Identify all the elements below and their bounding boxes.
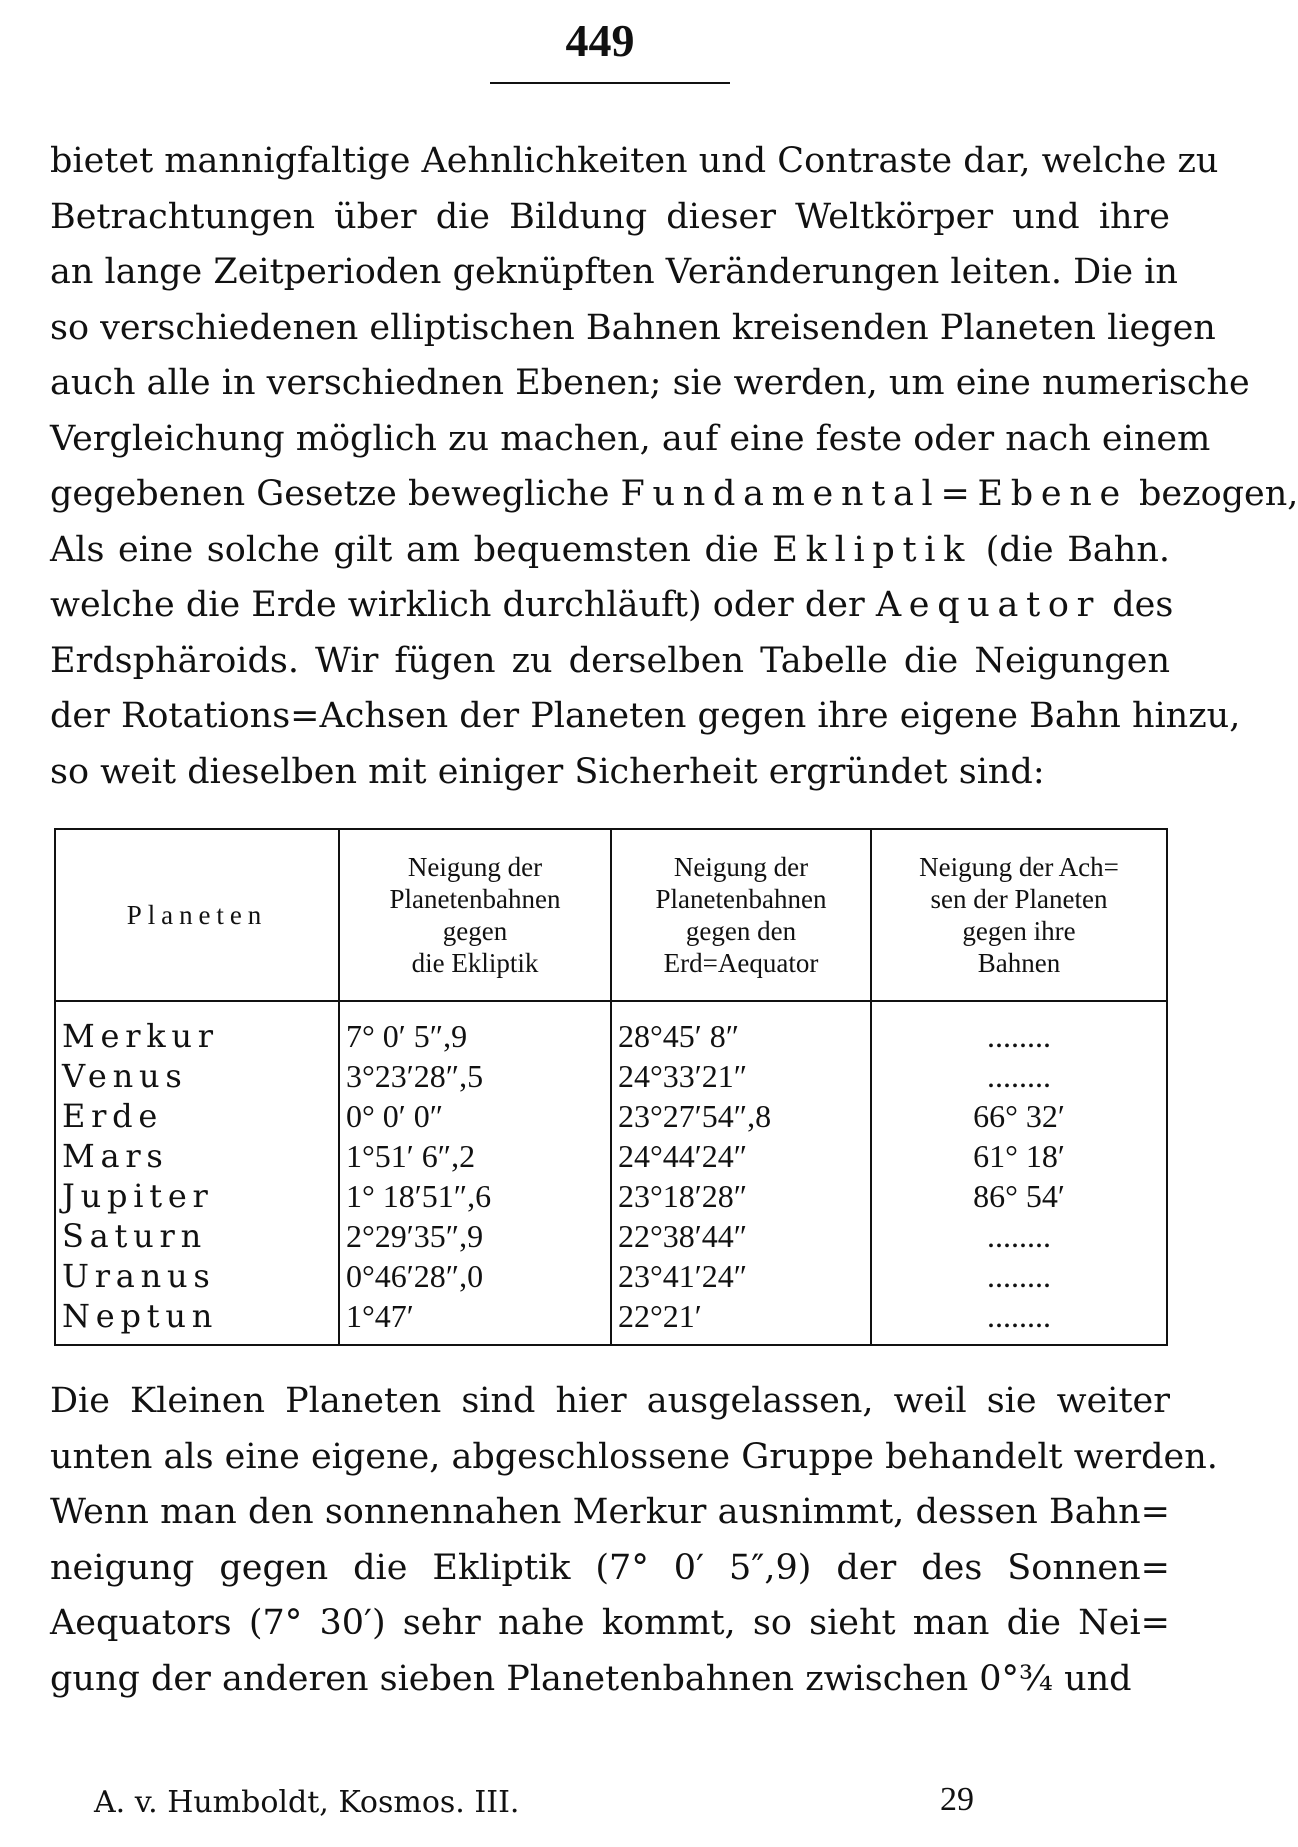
ecliptic-value: 0° 0′ 0″	[339, 1096, 611, 1136]
text-line	[50, 467, 1298, 523]
equator-value: 23°18′28″	[611, 1176, 871, 1216]
text-segment: Als eine solche gilt am bequemsten die	[50, 529, 773, 570]
text-line	[50, 1374, 1170, 1430]
header-line: Planetenbahnen	[389, 884, 561, 914]
axis-value: 86° 54′	[871, 1176, 1167, 1216]
header-line: Erd=Aequator	[663, 948, 819, 978]
text-line	[50, 134, 1219, 190]
equator-value: 23°41′24″	[611, 1256, 871, 1296]
text-segment: unten als eine eigene, abgeschlossene Gruppe behandelt werden.	[50, 1436, 1218, 1477]
text-segment: Vergleichung möglich zu machen, auf eine feste oder nach einem	[50, 418, 1211, 459]
text-segment: Wenn man den sonnennahen Merkur ausnimmt, dessen Bahn=	[50, 1492, 1170, 1532]
header-line: gegen ihre	[962, 916, 1076, 946]
text-line	[50, 578, 1174, 634]
planet-name: Erde	[55, 1096, 339, 1136]
text-segment: des	[1101, 585, 1174, 625]
equator-value: 23°27′54″,8	[611, 1096, 871, 1136]
spaced-term: Fundamental=Ebene	[620, 474, 1128, 514]
text-line	[50, 1652, 1170, 1708]
planet-inclination-table	[54, 828, 1168, 1346]
text-segment: so weit dieselben mit einiger Sicherheit ergründet sind:	[50, 751, 1045, 792]
planet-name: Jupiter	[55, 1176, 339, 1216]
text-line	[50, 1485, 1170, 1541]
text-line	[50, 412, 1211, 468]
text-segment: bietet mannigfaltige Aehnlichkeiten und Contraste dar, welche zu	[50, 141, 1219, 181]
table-header-row	[55, 829, 1167, 1001]
planet-name: Neptun	[55, 1296, 339, 1345]
text-line	[50, 745, 1170, 801]
axis-value: ........	[871, 1256, 1167, 1296]
text-line	[50, 1430, 1218, 1486]
text-line	[50, 634, 1170, 690]
table-row	[55, 1096, 1167, 1136]
header-line: Neigung der	[407, 852, 543, 882]
axis-value: 61° 18′	[871, 1136, 1167, 1176]
text-line	[50, 245, 1178, 301]
ecliptic-value: 7° 0′ 5″,9	[339, 1001, 611, 1056]
planet-name: Merkur	[55, 1001, 339, 1056]
axis-value: ........	[871, 1296, 1167, 1345]
header-ecliptic-inclination	[339, 829, 611, 1001]
text-segment: neigung gegen die Ekliptik (7° 0′ 5″,9) der des Sonnen=	[50, 1547, 1170, 1588]
ecliptic-value: 1° 18′51″,6	[339, 1176, 611, 1216]
text-segment: Betrachtungen über die Bildung dieser Weltkörper und ihre	[50, 196, 1170, 237]
text-line	[50, 1596, 1170, 1652]
text-segment: auch alle in verschiednen Ebenen; sie werden, um eine numerische	[50, 363, 1250, 403]
table-row	[55, 1001, 1167, 1056]
text-segment: gegebenen Gesetze bewegliche	[50, 474, 621, 514]
ecliptic-value: 3°23′28″,5	[339, 1056, 611, 1096]
equator-value: 22°38′44″	[611, 1216, 871, 1256]
text-segment: welche die Erde wirklich durchläuft) oder der	[50, 585, 876, 625]
text-line	[50, 1541, 1170, 1597]
text-segment: Erdsphäroids. Wir fügen zu derselben Tabelle die Neigungen	[50, 640, 1170, 681]
equator-value: 24°44′24″	[611, 1136, 871, 1176]
header-rule	[490, 82, 730, 84]
text-line	[50, 356, 1250, 412]
header-line: Planeten	[126, 900, 268, 930]
ecliptic-value: 2°29′35″,9	[339, 1216, 611, 1256]
ecliptic-value: 1°51′ 6″,2	[339, 1136, 611, 1176]
table-row	[55, 1176, 1167, 1216]
text-segment: (die Bahn.	[972, 529, 1171, 570]
axis-value: ........	[871, 1216, 1167, 1256]
header-equator-inclination	[611, 829, 871, 1001]
header-planets	[55, 829, 339, 1001]
text-line	[50, 689, 1241, 745]
header-line: Neigung der Ach=	[919, 852, 1119, 882]
axis-value: 66° 32′	[871, 1096, 1167, 1136]
text-segment: der Rotations=Achsen der Planeten gegen ihre eigene Bahn hinzu,	[50, 696, 1241, 736]
header-line: Planetenbahnen	[655, 884, 827, 914]
paragraph-top	[50, 134, 1298, 800]
text-line	[50, 190, 1170, 246]
text-segment: Die Kleinen Planeten sind hier ausgelassen, weil sie weiter	[50, 1381, 1170, 1421]
text-segment: Aequators (7° 30′) sehr nahe kommt, so sieht man die Nei=	[50, 1603, 1170, 1643]
text-segment: gung der anderen sieben Planetenbahnen zwischen 0°¾ und	[50, 1658, 1132, 1699]
footer-sheet-number: 29	[940, 1781, 974, 1818]
header-line: Bahnen	[977, 948, 1061, 978]
ecliptic-value: 0°46′28″,0	[339, 1256, 611, 1296]
text-segment: so verschiedenen elliptischen Bahnen kreisenden Planeten liegen	[50, 307, 1216, 348]
table-row	[55, 1296, 1167, 1345]
table-row	[55, 1056, 1167, 1096]
header-line: sen der Planeten	[930, 884, 1108, 914]
table-row	[55, 1256, 1167, 1296]
spaced-term: Ekliptik	[772, 529, 973, 570]
header-line: Neigung der	[673, 852, 809, 882]
table-row	[55, 1136, 1167, 1176]
text-line	[50, 301, 1216, 357]
header-line: gegen	[442, 916, 508, 946]
equator-value: 28°45′ 8″	[611, 1001, 871, 1056]
planet-name: Uranus	[55, 1256, 339, 1296]
table-row	[55, 1216, 1167, 1256]
equator-value: 22°21′	[611, 1296, 871, 1345]
text-line	[50, 523, 1170, 579]
header-line: gegen den	[685, 916, 797, 946]
planet-name: Saturn	[55, 1216, 339, 1256]
text-segment: an lange Zeitperioden geknüpften Veränderungen leiten. Die in	[50, 252, 1178, 292]
planet-name: Venus	[55, 1056, 339, 1096]
header-line: die Ekliptik	[411, 948, 539, 978]
planet-name: Mars	[55, 1136, 339, 1176]
ecliptic-value: 1°47′	[339, 1296, 611, 1345]
footer-signature: A. v. Humboldt, Kosmos. III.	[94, 1785, 520, 1820]
spaced-term: Aequator	[875, 585, 1102, 625]
equator-value: 24°33′21″	[611, 1056, 871, 1096]
axis-value: ........	[871, 1056, 1167, 1096]
text-segment: bezogen,	[1127, 474, 1298, 514]
page-number: 449	[565, 15, 635, 66]
axis-value: ........	[871, 1001, 1167, 1056]
paragraph-bottom	[50, 1374, 1218, 1707]
header-axis-inclination	[871, 829, 1167, 1001]
